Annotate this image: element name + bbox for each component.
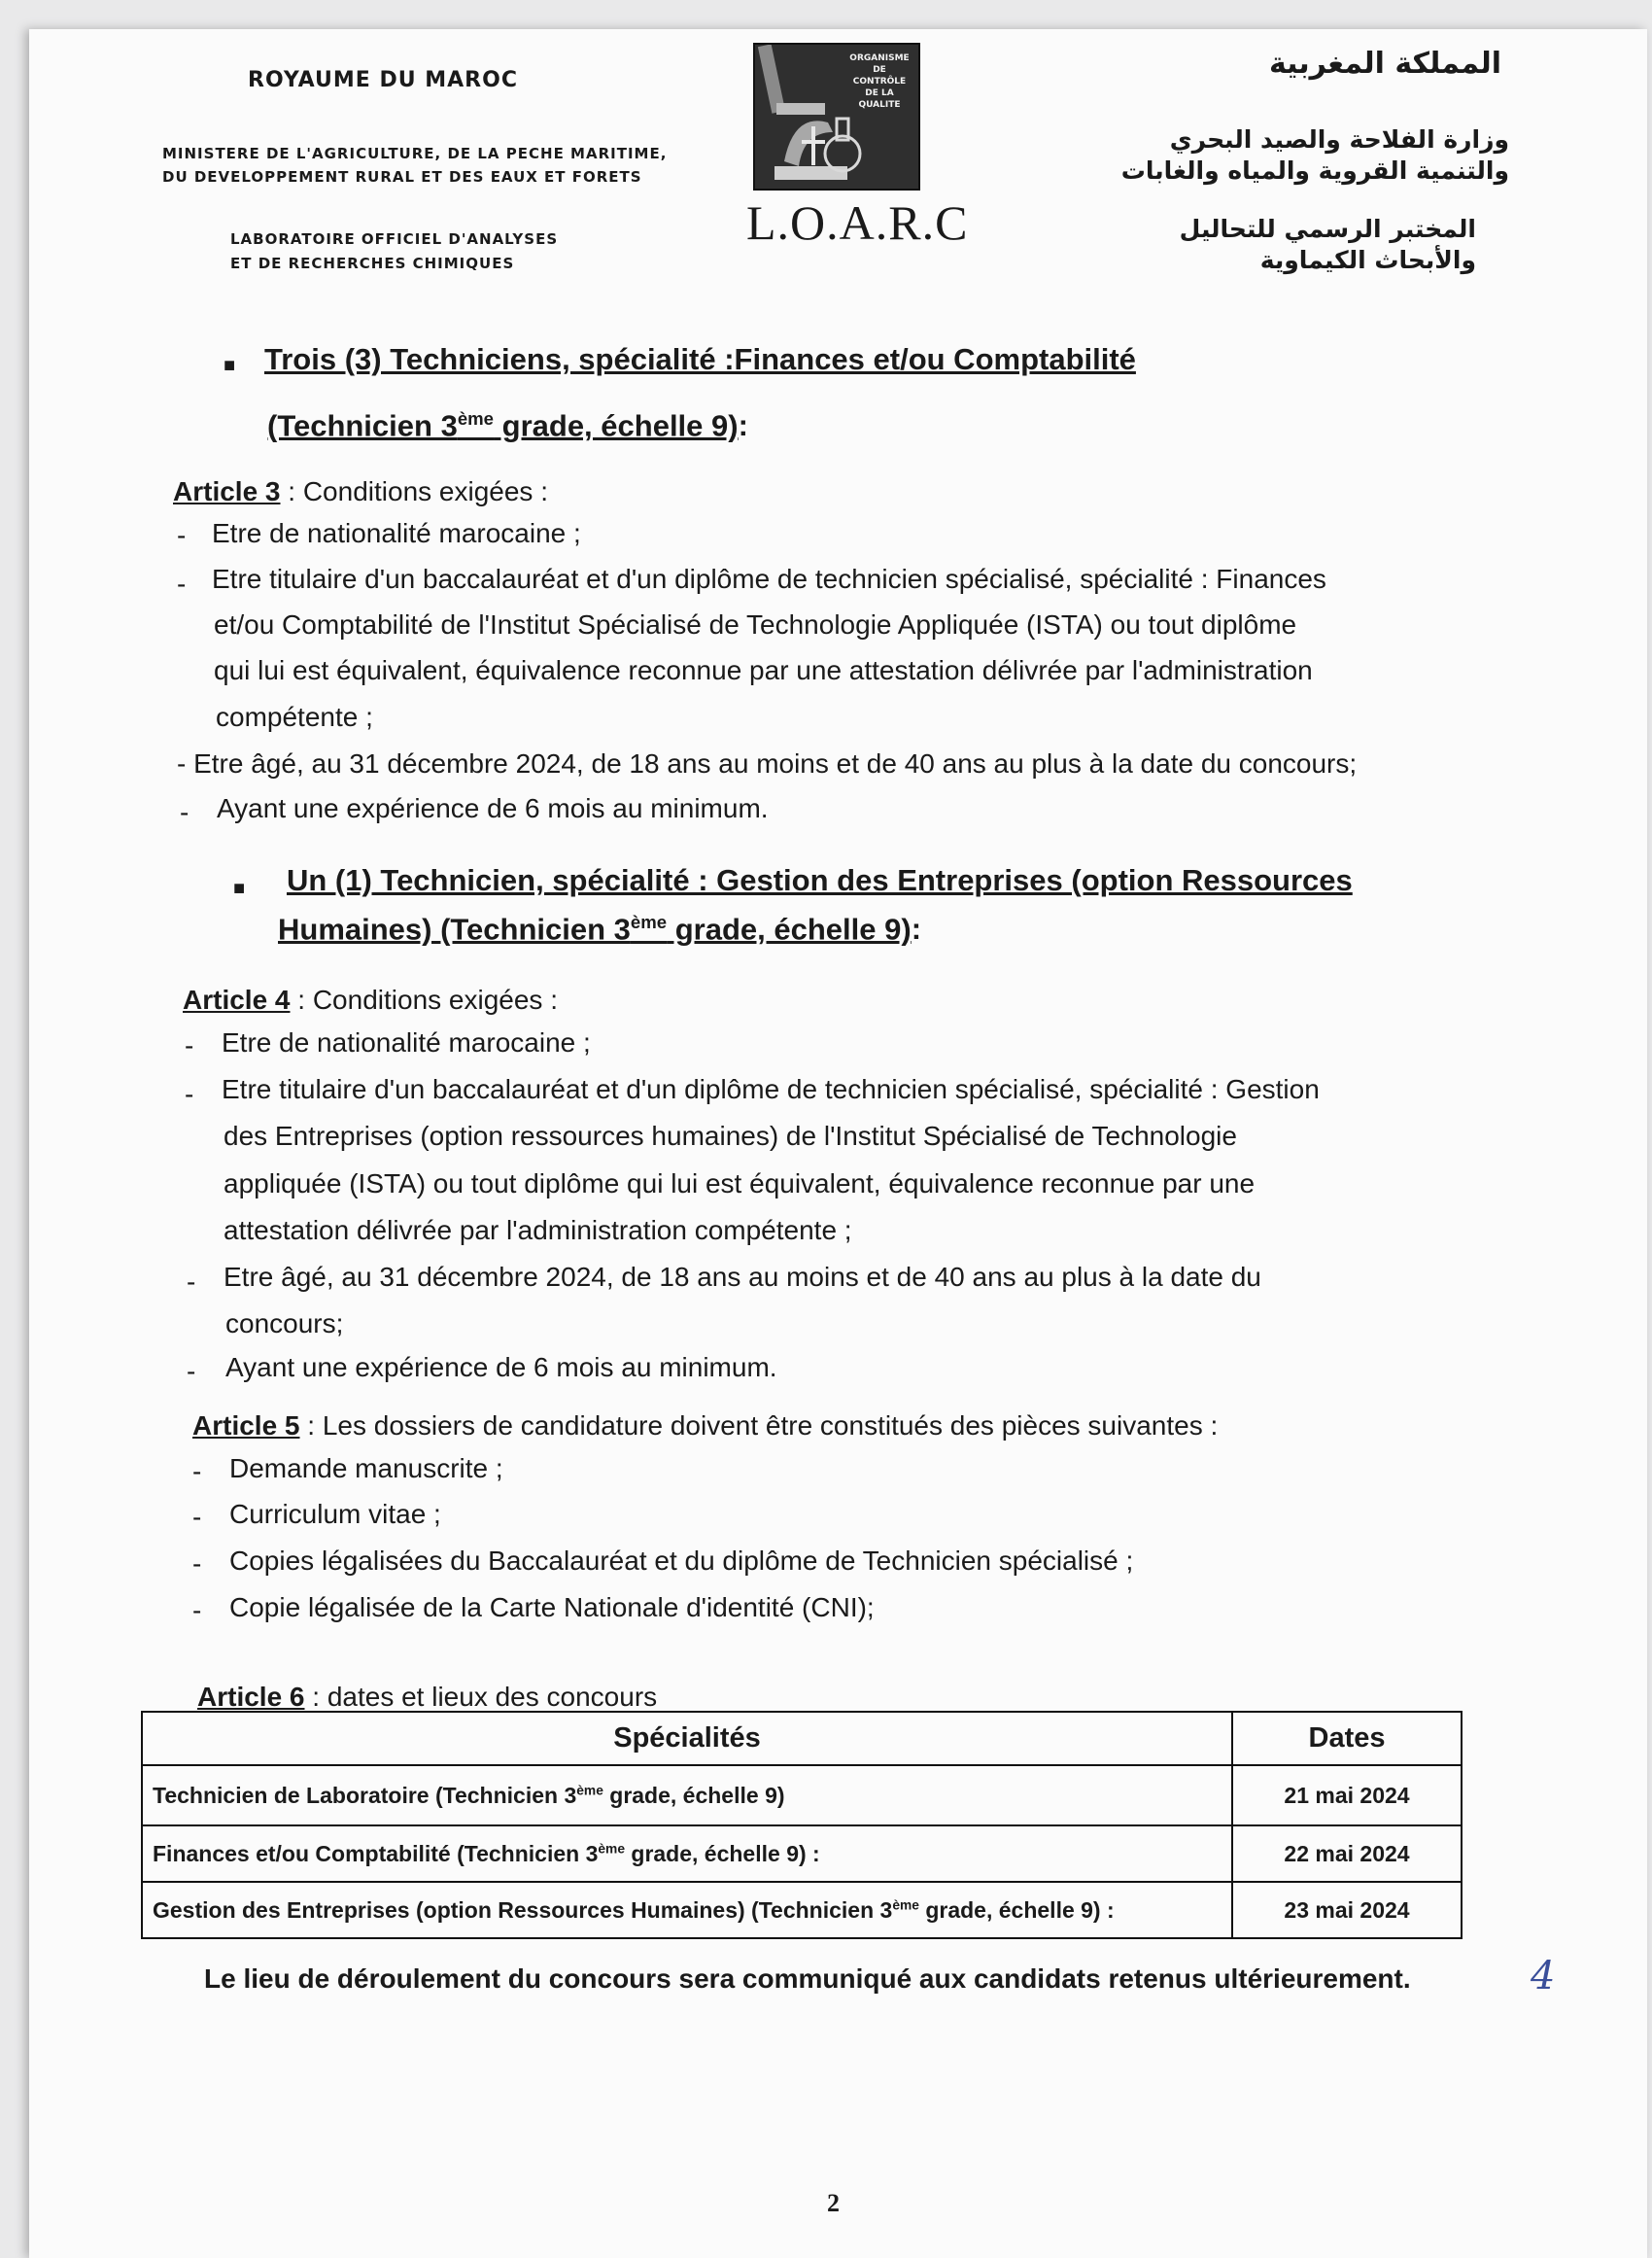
list-item: Etre de nationalité marocaine ; — [212, 518, 581, 548]
dash-icon: - — [187, 1267, 196, 1297]
title-suffix: : — [738, 408, 748, 443]
list-item: Demande manuscrite ; — [229, 1453, 503, 1483]
bullet-icon: ■ — [233, 878, 246, 899]
list-item-continuation: et/ou Comptabilité de l'Institut Spécialisé de Technologie Appliquée (ISTA) ou tout diplôme — [214, 609, 1297, 640]
article-label: Article 6 — [197, 1682, 305, 1712]
article-intro: : Conditions exigées : — [280, 476, 548, 506]
dash-icon: - — [187, 1356, 196, 1386]
dash-icon: - — [192, 1456, 202, 1486]
arabic-ministry-line-2: والتنمية القروية والمياه والغابات — [1120, 156, 1509, 185]
ministry-line-1: MINISTERE DE L'AGRICULTURE, DE LA PECHE MARITIME, — [162, 145, 668, 162]
title-text: grade, échelle 9) — [494, 408, 739, 443]
logo-caption — [845, 52, 913, 111]
list-item: Curriculum vitae ; — [229, 1499, 441, 1529]
arabic-kingdom: المملكة المغربية — [1268, 47, 1501, 81]
cell-superscript: ème — [576, 1782, 603, 1797]
article-label: Article 3 — [173, 476, 281, 506]
list-item: Etre titulaire d'un baccalauréat et d'un diplôme de technicien spécialisé, spécialité : Finances — [212, 564, 1326, 594]
title-text: (Technicien 3 — [267, 408, 458, 443]
list-item: Copie légalisée de la Carte Nationale d'identité (CNI); — [229, 1592, 875, 1622]
bullet-icon: ■ — [224, 355, 236, 376]
title-text: grade, échelle 9) — [667, 912, 912, 947]
dash-icon: - — [177, 569, 187, 599]
section-1-title-line-1: Trois (3) Techniciens, spécialité :Finances et/ou Comptabilité — [264, 342, 1136, 376]
list-item-continuation: qui lui est équivalent, équivalence reconnue par une attestation délivrée par l'administration — [214, 655, 1313, 685]
article-3-heading — [173, 476, 548, 507]
section-1-title-line-2 — [267, 408, 748, 443]
article-intro: : Conditions exigées : — [290, 985, 558, 1015]
table-cell-speciality — [142, 1825, 1232, 1882]
list-item: - Etre âgé, au 31 décembre 2024, de 18 ans au moins et de 40 ans au plus à la date du concours; — [177, 748, 1358, 779]
list-item-continuation: attestation délivrée par l'administration compétente ; — [224, 1215, 852, 1245]
logo-caption-line: QUALITE — [858, 100, 901, 110]
cell-superscript: ème — [892, 1896, 919, 1912]
cell-text: Gestion des Entreprises (option Ressources Humaines) (Technicien 3 — [153, 1896, 893, 1923]
article-label: Article 5 — [192, 1410, 300, 1441]
table-header-row — [142, 1712, 1462, 1765]
dash-icon: - — [177, 520, 187, 550]
list-item-continuation: des Entreprises (option ressources humaines) de l'Institut Spécialisé de Technologie — [224, 1121, 1237, 1151]
title-suffix: : — [911, 912, 922, 947]
list-item-continuation: appliquée (ISTA) ou tout diplôme qui lui est équivalent, équivalence reconnue par une — [224, 1168, 1256, 1198]
header-specialites: Spécialités — [142, 1712, 1232, 1765]
article-6-heading — [197, 1682, 657, 1713]
schedule-table — [141, 1711, 1463, 1939]
title-text: Humaines) (Technicien 3 — [278, 912, 631, 947]
dash-icon: - — [192, 1548, 202, 1579]
table-cell-speciality — [142, 1882, 1232, 1938]
arabic-lab-line-1: المختبر الرسمي للتحاليل — [1179, 215, 1476, 243]
list-item: Etre titulaire d'un baccalauréat et d'un diplôme de technicien spécialisé, spécialité : Gestion — [222, 1074, 1320, 1104]
logo-caption-line: CONTRÔLE — [852, 77, 907, 87]
lab-line-1: LABORATOIRE OFFICIEL D'ANALYSES — [230, 230, 559, 248]
venue-notice: Le lieu de déroulement du concours sera communiqué aux candidats retenus ultérieurement. — [204, 1963, 1411, 1994]
list-item: Ayant une expérience de 6 mois au minimum. — [225, 1352, 777, 1382]
cell-text: grade, échelle 9) : — [625, 1840, 820, 1866]
list-item: Copies légalisées du Baccalauréat et du diplôme de Technicien spécialisé ; — [229, 1546, 1134, 1576]
article-intro: : Les dossiers de candidature doivent être constitués des pièces suivantes : — [299, 1410, 1219, 1441]
arabic-lab-line-2: والأبحاث الكيماوية — [1259, 246, 1476, 274]
kingdom-title: ROYAUME DU MAROC — [248, 68, 518, 92]
list-item-continuation: compétente ; — [216, 702, 373, 732]
table-cell-date: 21 mai 2024 — [1232, 1765, 1462, 1825]
table-cell-date: 23 mai 2024 — [1232, 1882, 1462, 1938]
dash-icon: - — [185, 1030, 194, 1060]
title-superscript: ème — [630, 912, 668, 932]
header-dates: Dates — [1232, 1712, 1462, 1765]
table-cell-date: 22 mai 2024 — [1232, 1825, 1462, 1882]
dash-icon: - — [192, 1595, 202, 1625]
dash-icon: - — [192, 1502, 202, 1532]
article-5-heading — [192, 1410, 1218, 1442]
table-row — [142, 1882, 1462, 1938]
arabic-ministry-line-1: وزارة الفلاحة والصيد البحري — [1169, 125, 1509, 154]
logo-caption-line: DE LA — [865, 88, 894, 98]
dash-icon: - — [185, 1079, 194, 1109]
logo-acronym: L.O.A.R.C — [746, 195, 969, 250]
article-intro: : dates et lieux des concours — [304, 1682, 658, 1712]
list-item: Ayant une expérience de 6 mois au minimum. — [217, 793, 769, 823]
ministry-line-2: DU DEVELOPPEMENT RURAL ET DES EAUX ET FORETS — [162, 168, 642, 186]
section-2-title-line-2 — [278, 912, 921, 947]
handwritten-mark: 4 — [1531, 1954, 1556, 1998]
list-item-continuation: concours; — [225, 1308, 344, 1338]
logo-caption-line: ORGANISME — [849, 53, 910, 63]
cell-superscript: ème — [598, 1840, 625, 1856]
list-item: Etre âgé, au 31 décembre 2024, de 18 ans au moins et de 40 ans au plus à la date du — [224, 1262, 1261, 1292]
list-item: Etre de nationalité marocaine ; — [222, 1027, 591, 1058]
cell-text: grade, échelle 9) — [602, 1782, 785, 1808]
section-2-title-line-1: Un (1) Technicien, spécialité : Gestion des Entreprises (option Ressources — [287, 863, 1353, 897]
article-label: Article 4 — [183, 985, 291, 1015]
page-number: 2 — [827, 2189, 840, 2217]
cell-text: Technicien de Laboratoire (Technicien 3 — [153, 1782, 577, 1808]
table-cell-speciality — [142, 1765, 1232, 1825]
document-page — [29, 29, 1647, 2258]
title-superscript: ème — [457, 408, 495, 429]
cell-text: Finances et/ou Comptabilité (Technicien 3 — [153, 1840, 599, 1866]
article-4-heading — [183, 985, 558, 1016]
table-row — [142, 1825, 1462, 1882]
table-row — [142, 1765, 1462, 1825]
lab-line-2: ET DE RECHERCHES CHIMIQUES — [230, 255, 515, 272]
dash-icon: - — [180, 797, 189, 827]
logo-caption-line: DE — [873, 65, 886, 75]
cell-text: grade, échelle 9) : — [918, 1896, 1115, 1923]
